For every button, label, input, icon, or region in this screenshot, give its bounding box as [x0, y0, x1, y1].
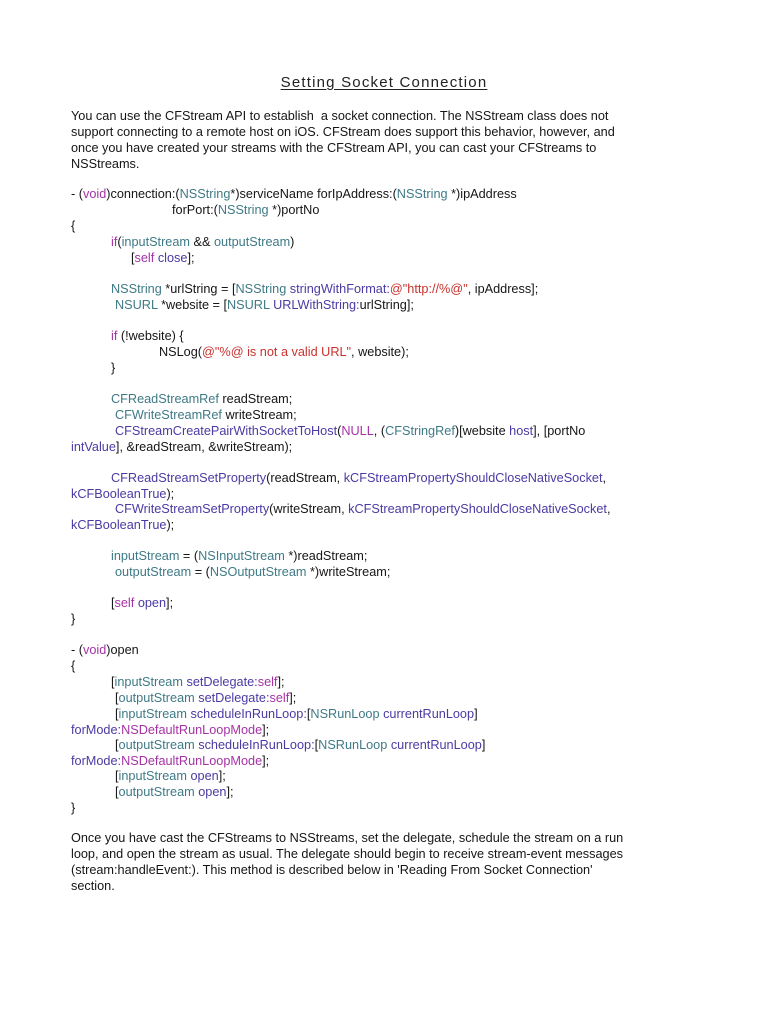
code-token: NSDefaultRunLoopMode [121, 754, 263, 768]
code-token: setDelegate: [198, 691, 270, 705]
code-token: setDelegate: [186, 675, 258, 689]
code-token: [ [131, 251, 135, 265]
intro-line: once you have created your streams with the CFStream API, you can cast your CFStreams to [71, 141, 597, 155]
code-token: ]; [262, 723, 270, 737]
code-token: = ( [179, 549, 199, 563]
code-token: outputStream [118, 738, 195, 752]
code-token: } [71, 801, 76, 815]
code-token: currentRunLoop [390, 738, 482, 752]
code-token: , ipAddress]; [467, 282, 539, 296]
code-token: NSString [217, 203, 269, 217]
code-token: outputStream [118, 785, 195, 799]
code-token: && [189, 235, 214, 249]
code-token: @"%@ is not a valid URL" [202, 345, 352, 359]
code-token: ); [166, 518, 175, 532]
code-token: forMode: [71, 723, 122, 737]
code-line [115, 768, 226, 784]
code-token: CFStreamCreatePairWithSocketToHost [115, 424, 338, 438]
code-token: kCFBooleanTrue [71, 518, 167, 532]
code-token: ) [290, 235, 295, 249]
code-token: [ [115, 707, 119, 721]
code-token: { [71, 219, 76, 233]
code-token: ], &readStream, &writeStream); [115, 440, 293, 454]
code-line [115, 564, 390, 580]
code-token: , [606, 502, 611, 516]
code-token: void [82, 187, 107, 201]
code-token: } [111, 361, 116, 375]
code-token: [ [115, 738, 119, 752]
code-token: self [257, 675, 278, 689]
code-token: , ( [373, 424, 386, 438]
code-line [111, 674, 285, 690]
code-line [71, 800, 75, 816]
code-token: outputStream [118, 691, 195, 705]
code-token: - ( [71, 187, 83, 201]
code-line [71, 642, 139, 658]
code-token: close [157, 251, 188, 265]
code-line [115, 784, 234, 800]
code-line [71, 218, 75, 234]
code-token: writeStream; [221, 408, 297, 422]
code-token: currentRunLoop [383, 707, 475, 721]
code-token: *urlString = [ [161, 282, 236, 296]
page-title: Setting Socket Connection [280, 74, 488, 91]
code-line [111, 234, 294, 250]
code-token: [ [111, 596, 115, 610]
outro-line: (stream:handleEvent:). This method is described below in 'Reading From Socket Connection' [71, 863, 593, 877]
code-token: [ [115, 769, 119, 783]
code-line [71, 722, 269, 738]
code-token: host [509, 424, 534, 438]
code-token: ]; [166, 596, 174, 610]
intro-line: You can use the CFStream API to establish a socket connection. The NSStream class does not [71, 109, 609, 123]
code-token: (writeStream, [269, 502, 349, 516]
code-token: if [111, 329, 118, 343]
code-token: *)portNo [268, 203, 320, 217]
code-token: [ [115, 785, 119, 799]
code-token: (!website) { [117, 329, 184, 343]
code-line [115, 690, 296, 706]
code-token: inputStream [111, 549, 180, 563]
code-line [115, 501, 610, 517]
code-token: outputStream [115, 565, 192, 579]
code-token: NULL [341, 424, 374, 438]
code-token: forPort:( [172, 203, 218, 217]
code-token: *website = [ [157, 298, 228, 312]
code-line [71, 658, 75, 674]
code-token: NSString [235, 282, 287, 296]
outro-line: section. [71, 879, 115, 893]
code-token: inputStream [121, 235, 190, 249]
code-token: NSString [111, 282, 162, 296]
code-token: - ( [71, 643, 83, 657]
code-token: self [269, 691, 290, 705]
code-token: )open [106, 643, 139, 657]
code-line [115, 407, 297, 423]
code-token: ], [portNo [533, 424, 586, 438]
code-token: ); [166, 487, 175, 501]
code-token: kCFStreamPropertyShouldCloseNativeSocket [343, 471, 603, 485]
code-token: NSRunLoop [318, 738, 388, 752]
code-line [115, 297, 414, 313]
code-token: *)ipAddress [447, 187, 517, 201]
code-line [71, 517, 174, 533]
code-token: CFWriteStreamSetProperty [115, 502, 270, 516]
code-line [111, 391, 292, 407]
code-token: CFReadStreamRef [111, 392, 219, 406]
code-token: ]; [226, 785, 234, 799]
code-token: URLWithString: [273, 298, 360, 312]
code-token: ( [337, 424, 342, 438]
code-token: if [111, 235, 118, 249]
intro-line: NSStreams. [71, 157, 140, 171]
code-token: (readStream, [266, 471, 344, 485]
code-token: ]; [218, 769, 226, 783]
code-token: [ [314, 738, 319, 752]
code-token: inputStream [118, 707, 187, 721]
code-token: @"http://%@" [389, 282, 468, 296]
code-token: CFReadStreamSetProperty [111, 471, 267, 485]
code-token: } [71, 612, 76, 626]
code-line [111, 281, 538, 297]
code-token: kCFStreamPropertyShouldCloseNativeSocket [348, 502, 607, 516]
code-line [111, 548, 367, 564]
code-token: NSInputStream [198, 549, 285, 563]
outro-line: loop, and open the stream as usual. The delegate should begin to receive stream-event messages [71, 847, 624, 861]
code-token: [ [115, 691, 119, 705]
code-token: inputStream [114, 675, 183, 689]
code-token: CFStringRef [385, 424, 455, 438]
code-token: NSOutputStream [209, 565, 307, 579]
code-token: )connection:( [106, 187, 180, 201]
code-token: NSString [396, 187, 448, 201]
code-token: *)serviceName forIpAddress:( [230, 187, 397, 201]
code-token: void [82, 643, 107, 657]
code-token: outputStream [213, 235, 291, 249]
code-token: = ( [191, 565, 210, 579]
code-token: open [190, 769, 219, 783]
code-line [111, 595, 173, 611]
code-token: NSLog( [159, 345, 203, 359]
code-token: ] [474, 707, 478, 721]
code-token: NSString [179, 187, 231, 201]
code-line [71, 486, 174, 502]
code-token: { [71, 659, 76, 673]
code-token: readStream; [218, 392, 293, 406]
code-token: NSRunLoop [310, 707, 380, 721]
code-token: self [134, 251, 155, 265]
code-line [111, 360, 115, 376]
code-token: open [198, 785, 227, 799]
code-token: ]; [187, 251, 195, 265]
code-line [159, 344, 409, 360]
code-line [172, 202, 319, 218]
code-line [71, 611, 75, 627]
intro-line: support connecting to a remote host on iOS. CFStream does support this behavior, however, and [71, 125, 615, 139]
code-token: )[website [454, 424, 510, 438]
code-line [71, 439, 292, 455]
code-token: kCFBooleanTrue [71, 487, 167, 501]
code-token: ]; [262, 754, 270, 768]
code-token: [ [111, 675, 115, 689]
code-token: ]; [289, 691, 297, 705]
code-token: inputStream [118, 769, 187, 783]
code-line [115, 737, 485, 753]
code-token: intValue [71, 440, 116, 454]
code-token: , website); [351, 345, 409, 359]
code-token: NSURL [115, 298, 158, 312]
code-token: CFWriteStreamRef [115, 408, 222, 422]
code-token: urlString]; [359, 298, 414, 312]
code-token: ]; [277, 675, 285, 689]
code-line [111, 328, 184, 344]
code-token: , [602, 471, 607, 485]
code-token: *)writeStream; [306, 565, 391, 579]
code-line [131, 250, 195, 266]
code-line [115, 423, 585, 439]
code-token: [ [306, 707, 311, 721]
code-token: ( [117, 235, 122, 249]
code-token: NSDefaultRunLoopMode [121, 723, 263, 737]
code-line [115, 706, 478, 722]
code-line [111, 470, 606, 486]
code-token: scheduleInRunLoop: [190, 707, 307, 721]
code-token: stringWithFormat: [289, 282, 390, 296]
code-token: forMode: [71, 754, 122, 768]
code-token: self [114, 596, 135, 610]
outro-line: Once you have cast the CFStreams to NSStreams, set the delegate, schedule the stream on a run [71, 831, 624, 845]
code-token: NSURL [227, 298, 270, 312]
code-token: *)readStream; [284, 549, 368, 563]
code-line [71, 753, 269, 769]
code-token: scheduleInRunLoop: [198, 738, 315, 752]
code-token: ] [481, 738, 486, 752]
code-line [71, 186, 517, 202]
code-token: open [137, 596, 167, 610]
